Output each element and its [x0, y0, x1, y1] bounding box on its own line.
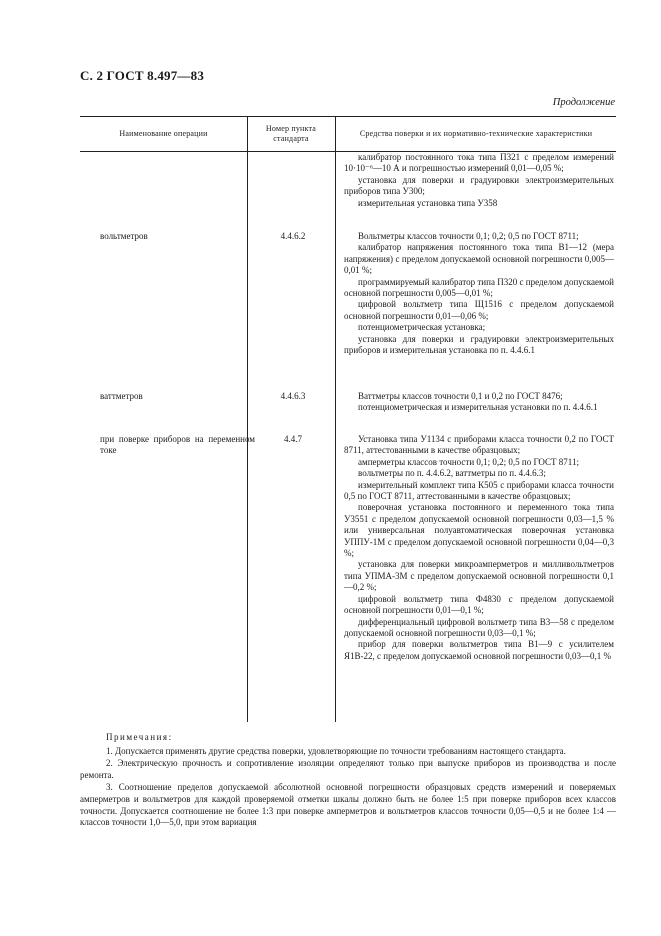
verification-table [80, 116, 616, 722]
clause-cell: 4.4.7 [284, 434, 302, 444]
means-item: амперметры классов точности 0,1; 0,2; 0,5 по ГОСТ 8711; [358, 456, 579, 467]
notes-section [80, 732, 616, 830]
means-item: Установка типа У1134 с приборами класса точности 0,2 по ГОСТ 8711, аттестованными в качестве образцовых; [344, 434, 614, 456]
means-item: установка для поверки и градуировки электроизмерительных приборов и измерительная установка по п. 4.4.6.1 [344, 333, 614, 356]
operation-cell: вольтметров [100, 231, 148, 241]
means-item: прибор для поверки вольтметров типа В1—9 с усилителем Я1В-22, с пределом допускаемой основной погрешности 0,03—0,1 % [344, 639, 614, 661]
table-row [344, 391, 614, 414]
means-item: установка для поверки микроамперметров и милливольтметров типа УПМА-3М с пределом допускаемой основной погрешности 0,1—0,2 %; [344, 559, 614, 593]
column-divider-2 [335, 116, 336, 722]
means-item: измерительная установка типа У358 [358, 197, 498, 208]
means-item: цифровой вольтметр типа Ф4830 с пределом допускаемой основной погрешности 0,01—0,1 %; [344, 593, 614, 616]
means-item: Ваттметры классов точности 0,1 и 0,2 по ГОСТ 8476; [358, 391, 563, 401]
table-row [344, 231, 614, 356]
means-item: калибратор постоянного тока типа П321 с пределом измерений 10·10⁻⁶—10 А и погрешностью измерений 0,01—0,05 %; [344, 152, 614, 174]
operation-cell: ваттметров [100, 391, 143, 401]
note-item: 1. Допускается применять другие средства поверки, удовлетворяющие по точности требованиям настоящего стандарта. [106, 745, 566, 756]
table-row [344, 152, 614, 209]
means-item: установка для поверки и градуировки электроизмерительных приборов типа У300; [344, 174, 614, 197]
means-item: дифференциальный цифровой вольтметр типа В3—58 с пределом допускаемой основной погрешности 0,03—0,1 %; [344, 616, 614, 638]
column-header-operation: Наименование операции [119, 128, 208, 138]
means-item: программируемый калибратор типа П320 с пределом допускаемой основной погрешности 0,005—0,01 %; [344, 276, 614, 299]
means-item: потенциометрическая и измерительная установки по п. 4.4.6.1 [358, 402, 598, 413]
means-item: потенциометрическая установка; [358, 322, 486, 333]
clause-cell: 4.4.6.3 [280, 391, 306, 401]
column-divider-1 [247, 116, 248, 722]
page-header: С. 2 ГОСТ 8.497—83 [80, 68, 205, 83]
means-item: вольтметры по п. 4.4.6.2, ваттметры по п. 4.4.6.3; [358, 468, 546, 479]
means-item: калибратор напряжения постоянного тока типа В1—12 (мера напряжения) с пределом допускаемой основной погрешности 0,005—0,01 %; [344, 242, 614, 276]
means-item: поверочная установка постоянного и переменного тока типа У3551 с пределом допускаемой основной погрешности 0,03—1,5 % или универсальная полуавтоматическая поверочная установка УППУ-1М с пределом допускаемой основной погрешности 0,04—0,3 %; [344, 502, 614, 559]
note-item: 2. Электрическую прочность и сопротивление изоляции определяют только при выпуске приборов из производства и после ремонта. [80, 758, 616, 780]
continuation-label: Продолжение [552, 97, 615, 108]
means-item: Вольтметры классов точности 0,1; 0,2; 0,5 по ГОСТ 8711; [358, 231, 579, 241]
means-item: цифровой вольтметр типа Щ1516 с пределом допускаемой основной погрешности 0,01—0,06 %; [344, 299, 614, 321]
note-item: 3. Соотношение пределов допускаемой абсолютной основной погрешности образцовых средств измерений и поверяемых амперметров и вольтметров для каждой проверяемой отметки шкалы должно быть не более 1:5 при поверке приборов всех классов точности. Допускается соотношение не более 1:3 при поверке амперметров и вольтметров классов точности 0,05—0,5 и не более 1:4 — классов точности 1,0—5,0, при этом вариация [80, 782, 616, 828]
means-item: измерительный комплект типа К505 с приборами класса точности 0,5 по ГОСТ 8711, аттестованными в качестве образцовых; [344, 479, 614, 502]
clause-cell: 4.4.6.2 [280, 231, 306, 241]
operation-cell: при поверке приборов на переменном токе [100, 434, 255, 456]
column-header-means: Средства поверки и их нормативно-технические характеристики [359, 128, 593, 138]
notes-title: Примечания: [106, 732, 173, 742]
table-row [344, 434, 614, 662]
column-header-clause: Номер пункта стандарта [265, 123, 317, 143]
